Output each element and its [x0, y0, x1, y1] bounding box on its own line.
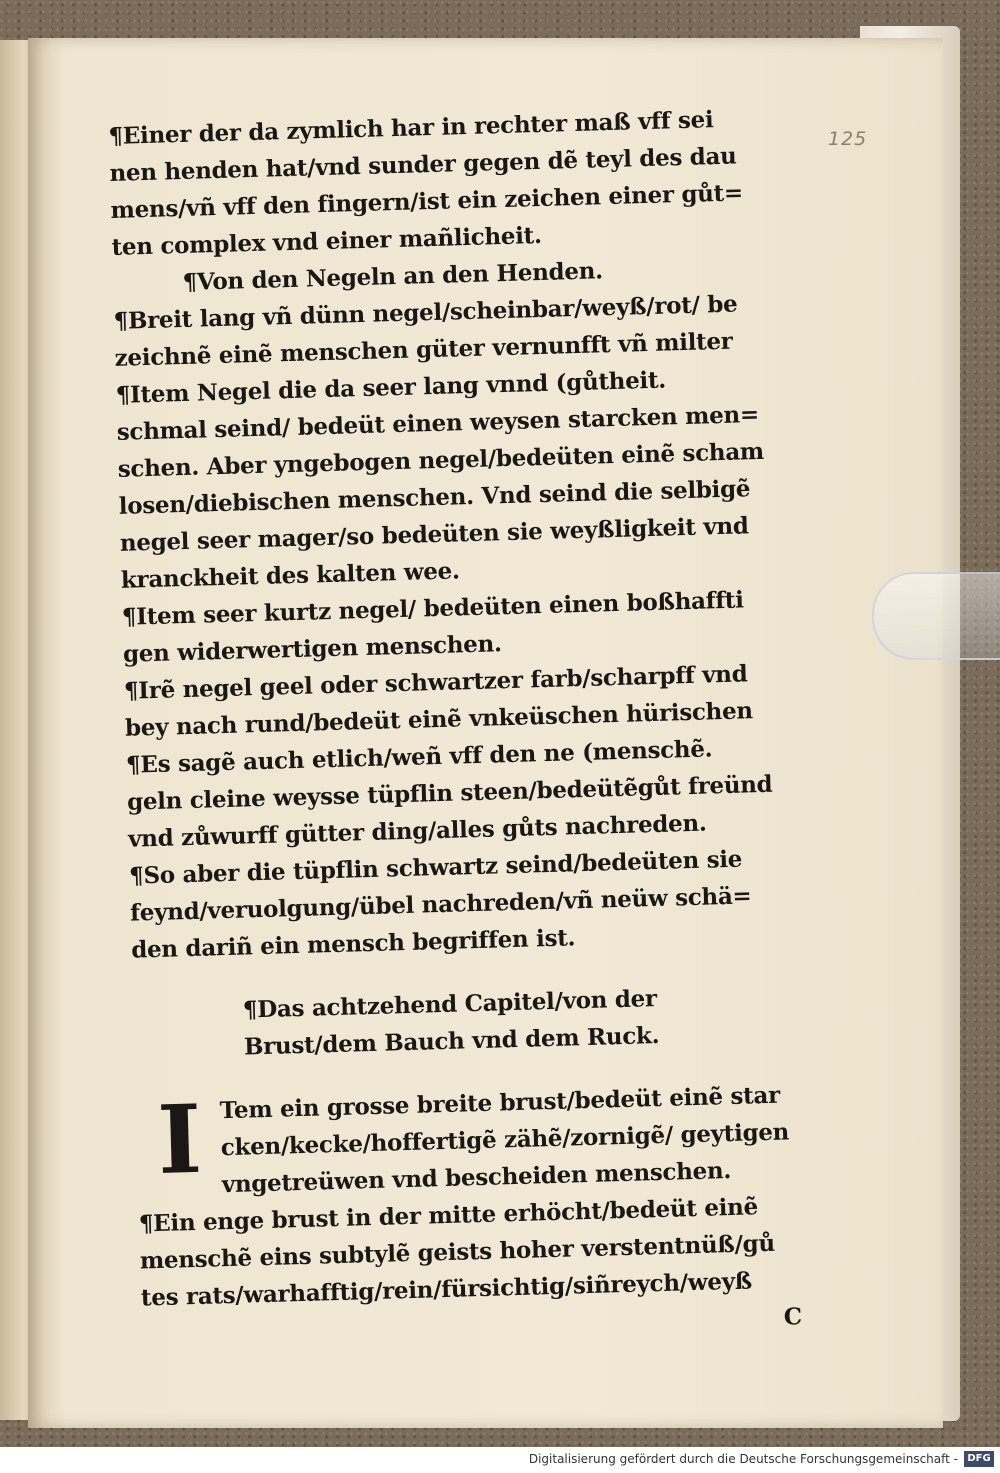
text-line: schen. Aber yngebogen negel/bedeüten einẽ scham — [117, 437, 765, 483]
text-line: zeichnẽ einẽ menschen güter vernunfft vñ milter — [114, 327, 733, 372]
text-line: den dariñ ein mensch begriffen ist. — [130, 924, 576, 964]
text-line: vngetreüwen vnd bescheiden menschen. — [221, 1157, 732, 1199]
footer-credit: Digitalisierung gefördert durch die Deutsche Forschungsgemeinschaft - — [528, 1452, 958, 1466]
text-line: ¶Es sagẽ auch etlich/weñ vff den ne (menschẽ. — [125, 735, 713, 779]
section-heading: ¶Von den Negeln an den Henden. — [182, 257, 604, 296]
chapter-heading: Brust/dem Bauch vnd dem Ruck. — [243, 1021, 660, 1061]
text-line: nen henden hat/vnd sunder gegen dẽ teyl des dau — [109, 142, 737, 187]
text-line: schmal seind/ bedeüt einen weysen starcken men= — [116, 400, 760, 446]
text-line: menschẽ eins subtylẽ geists hoher verstentnüß/gů — [139, 1229, 776, 1275]
text-line: ¶Ein enge brust in der mitte erhöcht/bedeüt einẽ — [138, 1193, 759, 1238]
drop-cap-initial: I — [156, 1084, 203, 1196]
text-line: mens/vñ vff den fingern/ist ein zeichen einer gůt= — [110, 179, 744, 224]
text-line: ¶Breit lang vñ dünn negel/scheinbar/weyß/rot/ be — [113, 290, 738, 335]
text-line: geln cleine weysse tüpflin steen/bedeütẽgůt freünd — [126, 770, 773, 816]
text-line: ¶Einer der da zymlich har in rechter maß vff sei — [108, 106, 714, 150]
text-line: negel seer mager/so bedeüten sie weyßligkeit vnd — [119, 512, 749, 557]
text-line: kranckheit des kalten wee. — [120, 557, 461, 594]
text-line: ten complex vnd einer mañlicheit. — [111, 221, 542, 261]
text-line: bey nach rund/bedeüt einẽ vnkeüschen hürischen — [124, 697, 754, 742]
text-line: Tem ein grosse breite brust/bedeüt einẽ star — [219, 1081, 781, 1125]
chapter-heading: ¶Das achtzehend Capitel/von der — [242, 985, 658, 1024]
text-line: ¶Item Negel die da seer lang vnnd (gůtheit. — [115, 366, 667, 409]
dfg-logo-icon[interactable]: DFG — [964, 1451, 994, 1467]
text-line: ¶Item seer kurtz negel/ bedeüten einen boßhaffti — [121, 586, 744, 631]
text-line: feynd/veruolgung/übel nachreden/vñ neüw schä= — [129, 882, 752, 927]
text-line: cken/kecke/hoffertigẽ zähẽ/zornigẽ/ geytigen — [220, 1118, 790, 1162]
folio-number: 125 — [828, 128, 868, 150]
text-line: losen/diebischen menschen. Vnd seind die selbigẽ — [118, 475, 751, 520]
drop-cap-paragraph — [135, 1075, 838, 1206]
footer-bar — [0, 1447, 1000, 1473]
page-text-block — [108, 98, 842, 1353]
text-line: vnd zůwurff gütter ding/alles gůts nachreden. — [127, 809, 707, 853]
text-line: tes rats/warhafftig/rein/fürsichtig/siñreych/weyß — [140, 1267, 753, 1312]
text-line: gen widerwertigen menschen. — [122, 630, 503, 668]
text-line: ¶So aber die tüpflin schwartz seind/bedeüten sie — [128, 845, 743, 890]
page-clip — [872, 572, 1000, 660]
catchword: C — [783, 1303, 803, 1331]
text-line: ¶Irẽ negel geel oder schwartzer farb/scharpff vnd — [123, 660, 748, 705]
